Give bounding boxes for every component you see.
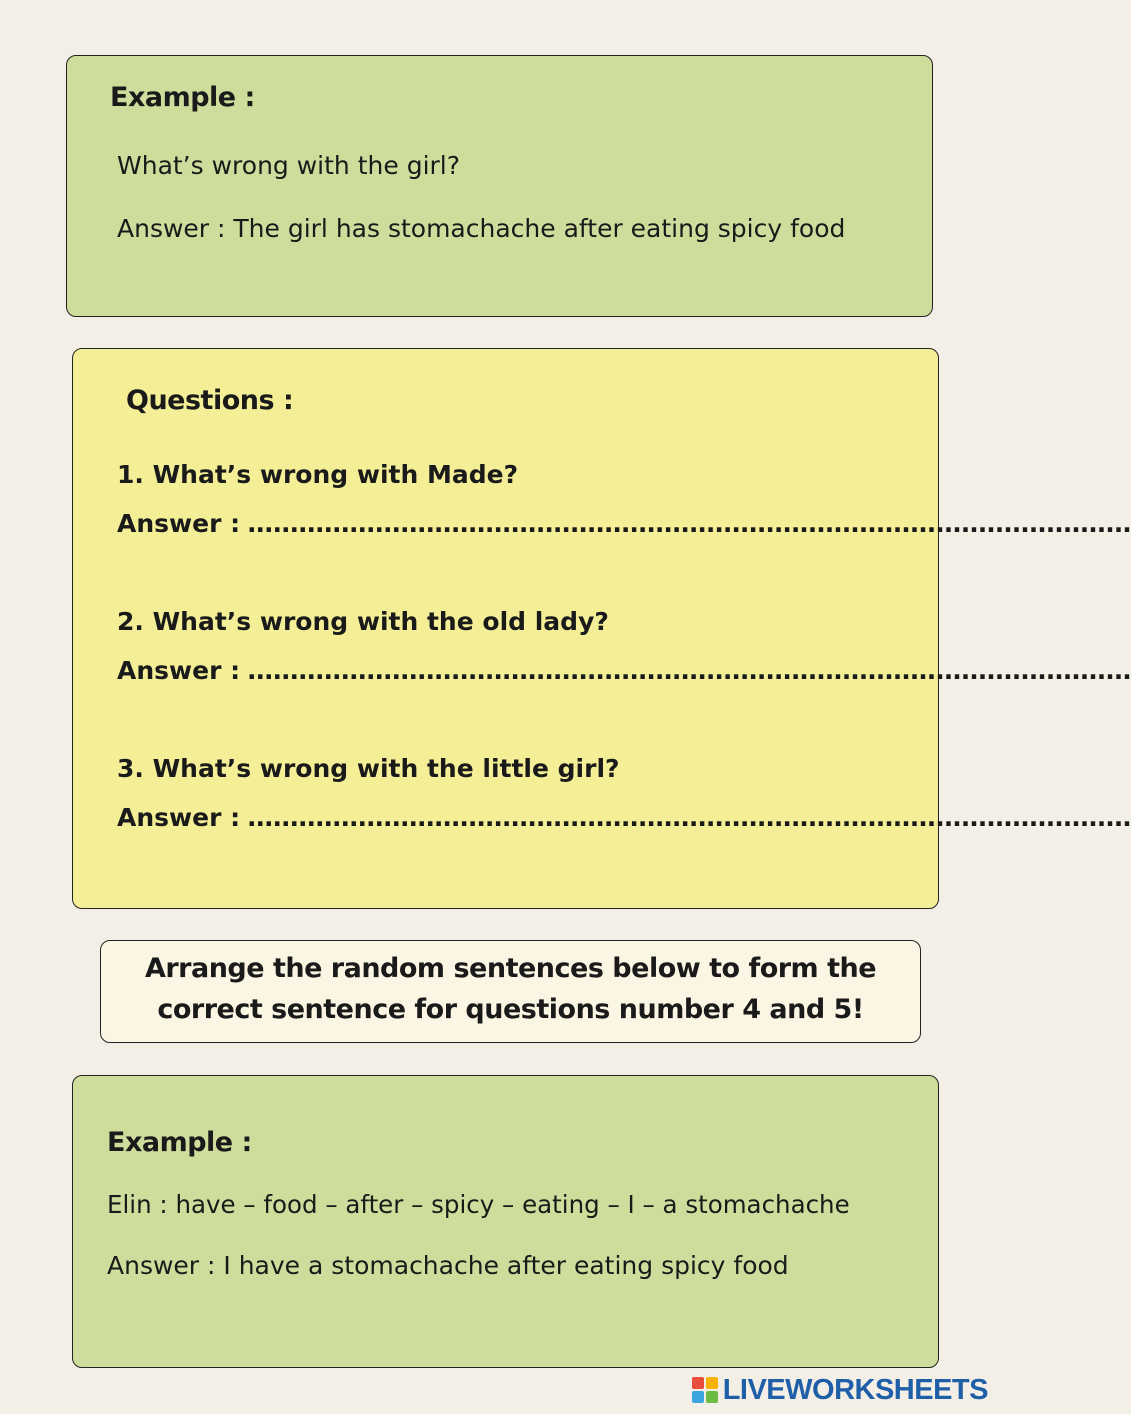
answer-label-1: Answer : xyxy=(117,509,241,538)
liveworksheets-logo xyxy=(692,1374,988,1406)
example-box-1 xyxy=(66,55,933,317)
example-2-prompt: Elin : have – food – after – spicy – eating – I – a stomachache xyxy=(107,1190,850,1219)
instruction-line-2: correct sentence for questions number 4 and 5! xyxy=(157,994,864,1025)
questions-box xyxy=(72,348,1131,909)
example-answer: Answer : The girl has stomachache after eating spicy food xyxy=(117,214,846,243)
question-1: 1. What’s wrong with Made? xyxy=(117,460,519,489)
example-2-answer: Answer : I have a stomachache after eating spicy food xyxy=(107,1251,789,1280)
answer-label-3: Answer : xyxy=(117,803,241,832)
example-question: What’s wrong with the girl? xyxy=(117,151,461,180)
answer-label-2: Answer : xyxy=(117,656,241,685)
questions-heading: Questions : xyxy=(126,385,294,416)
instruction-line-1: Arrange the random sentences below to form the xyxy=(144,953,877,984)
answer-blank-2[interactable]: ........................................................................................................ xyxy=(247,656,1131,685)
answer-blank-3[interactable]: ........................................................................................................ xyxy=(247,803,1131,832)
answer-blank-1[interactable]: ........................................................................................................ xyxy=(247,509,1131,538)
example-2-heading: Example : xyxy=(107,1127,252,1158)
question-2: 2. What’s wrong with the old lady? xyxy=(117,607,609,636)
example-heading: Example : xyxy=(110,82,255,113)
example-box-2 xyxy=(72,1075,939,1368)
instruction-box xyxy=(100,940,921,1043)
liveworksheets-logo-text: LIVEWORKSHEETS xyxy=(722,1373,988,1406)
question-3: 3. What’s wrong with the little girl? xyxy=(117,754,620,783)
liveworksheets-logo-icon xyxy=(692,1377,718,1403)
